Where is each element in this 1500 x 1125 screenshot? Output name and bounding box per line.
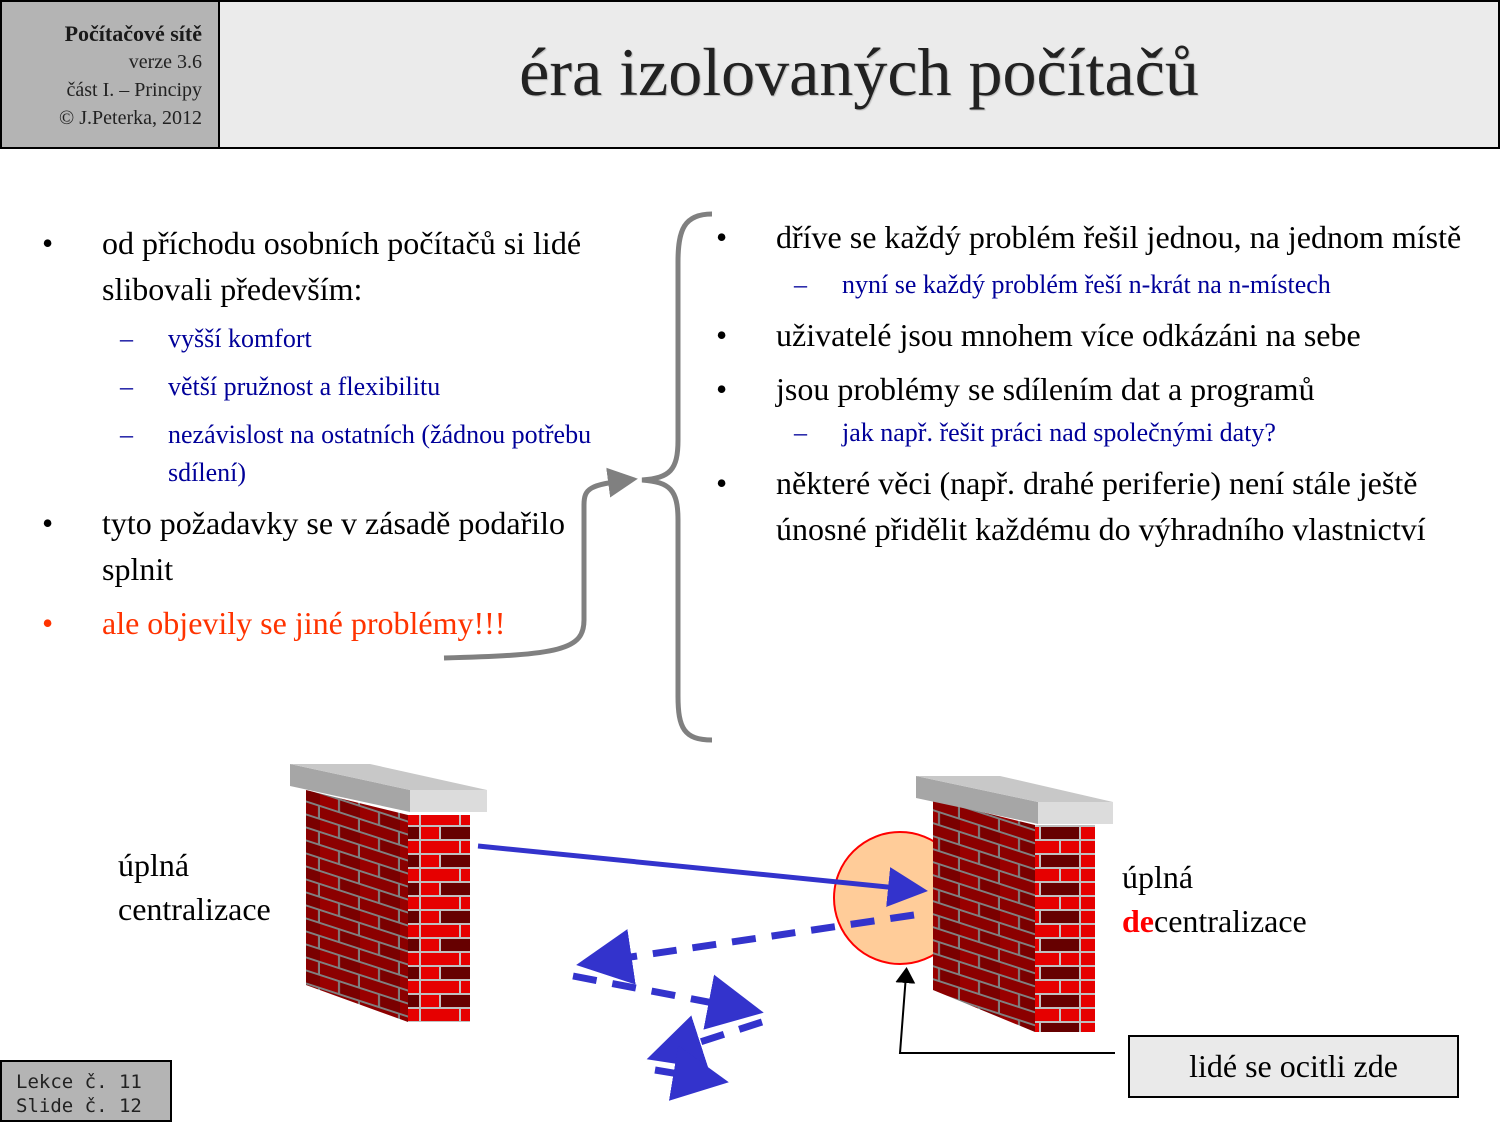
slide-number: Slide č. 12 <box>16 1095 142 1117</box>
lecture-number: Lekce č. 11 <box>16 1071 142 1093</box>
bullet-icon: • <box>42 225 54 261</box>
bullet-item-highlight: • ale objevily se jiné problémy!!! <box>42 600 612 646</box>
dash-icon: – <box>120 372 133 401</box>
bullet-icon: • <box>716 465 728 501</box>
slide-counter <box>0 1060 172 1122</box>
curly-brace-icon <box>642 214 712 740</box>
problems-arrow-icon <box>444 480 628 658</box>
sub-item: – vyšší komfort <box>42 320 612 358</box>
prefix-de: de <box>1122 903 1154 939</box>
left-brick-wall-icon <box>290 764 487 1022</box>
version: verze 3.6 <box>128 51 202 73</box>
right-brick-wall-icon <box>916 776 1113 1032</box>
slide-title: éra izolovaných počítačů <box>519 34 1199 110</box>
bullet-item: • jsou problémy se sdílením dat a programů <box>716 366 1476 412</box>
dash-icon: – <box>794 418 807 447</box>
bullet-item: • uživatelé jsou mnohem více odkázáni na sebe <box>716 312 1476 358</box>
bullet-item: • některé věci (např. drahé periferie) není stále ještě únosné přidělit každému do výhradního vlastnictví <box>716 460 1476 552</box>
dash-icon: – <box>120 420 133 449</box>
bullet-icon: • <box>716 371 728 407</box>
bullet-icon: • <box>716 219 728 255</box>
part: část I. – Principy <box>66 79 202 101</box>
bullet-item: • dříve se každý problém řešil jednou, na jednom místě <box>716 214 1476 260</box>
dash-icon: – <box>794 270 807 299</box>
centralization-label: úplná centralizace <box>118 847 271 927</box>
copyright: © J.Peterka, 2012 <box>59 107 202 129</box>
bullet-icon: • <box>42 505 54 541</box>
dash-icon: – <box>120 324 133 353</box>
bullet-icon: • <box>716 317 728 353</box>
bullet-item: • od příchodu osobních počítačů si lidé slibovali především: <box>42 220 612 312</box>
bullet-icon: • <box>42 605 54 641</box>
callout-box: lidé se ocitli zde <box>1128 1035 1459 1098</box>
course-name: Počítačové sítě <box>64 21 202 46</box>
decentralization-label: úplná decentralizace <box>1122 859 1307 939</box>
bullet-item: • tyto požadavky se v zásadě podařilo splnit <box>42 500 612 592</box>
sub-item: – jak např. řešit práci nad společnými daty? <box>716 414 1476 452</box>
sub-item: – větší pružnost a flexibilitu <box>42 368 612 406</box>
sub-item: – nyní se každý problém řeší n-krát na n-místech <box>716 266 1476 304</box>
sub-item: – nezávislost na ostatních (žádnou potřebu sdílení) <box>42 416 612 492</box>
